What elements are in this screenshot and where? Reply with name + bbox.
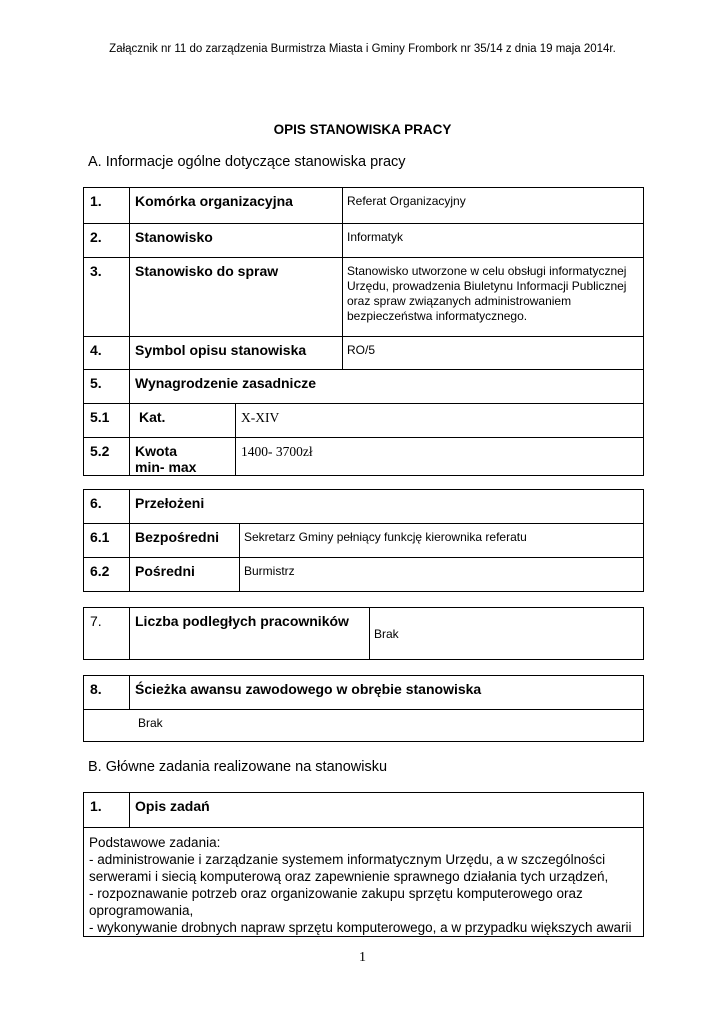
row-number: 5.2: [84, 438, 130, 476]
row-number: 6.: [84, 490, 130, 524]
row-label: Przełożeni: [130, 490, 644, 524]
row-number: 1.: [84, 793, 130, 828]
row-value: Sekretarz Gminy pełniący funkcję kierownika referatu: [240, 524, 644, 558]
row-value: Brak: [84, 710, 644, 742]
table-row: [84, 524, 644, 558]
table-row: [84, 370, 644, 404]
table-row: [84, 710, 644, 742]
row-label: Bezpośredni: [130, 524, 240, 558]
row-label: Kat.: [130, 404, 236, 438]
table-row: [84, 828, 644, 937]
tasks-table: [83, 792, 644, 937]
table-row: [84, 490, 644, 524]
subordinates-table: [83, 607, 644, 660]
table-row: [84, 404, 644, 438]
table-row: [84, 258, 644, 337]
row-label: Kwota min- max: [130, 438, 236, 476]
row-number: 5.: [84, 370, 130, 404]
table-row: [84, 558, 644, 592]
row-label: Pośredni: [130, 558, 240, 592]
document-header: Załącznik nr 11 do zarządzenia Burmistrza Miasta i Gminy Frombork nr 35/14 z dnia 19 maja 2014r.: [109, 43, 616, 55]
section-b-heading: B. Główne zadania realizowane na stanowisku: [88, 759, 388, 775]
table-row: [84, 188, 644, 224]
tasks-line: - rozpoznawanie potrzeb oraz organizowanie zakupu sprzętu komputerowego oraz oprogramowania,: [89, 886, 583, 918]
table-row: [84, 337, 644, 370]
career-path-table: [83, 675, 644, 742]
tasks-line: Podstawowe zadania:: [89, 835, 221, 850]
supervisors-table: [83, 489, 644, 592]
row-number: 1.: [84, 188, 130, 224]
table-row: [84, 608, 644, 660]
tasks-line: - administrowanie i zarządzanie systemem informatycznym Urzędu, a w szczególności serwerami i siecią komputerową oraz zapewnienie sprawnego działania tych urządzeń,: [89, 852, 609, 884]
row-number: 5.1: [84, 404, 130, 438]
row-value: Brak: [370, 608, 644, 660]
row-number: 6.2: [84, 558, 130, 592]
row-label: Symbol opisu stanowiska: [130, 337, 343, 370]
table-row: [84, 438, 644, 476]
row-number: 3.: [84, 258, 130, 337]
tasks-line: - wykonywanie drobnych napraw sprzętu komputerowego, a w przypadku większych awarii: [89, 920, 632, 935]
row-label: Wynagrodzenie zasadnicze: [130, 370, 644, 404]
row-number: 8.: [84, 676, 130, 710]
row-number: 7.: [84, 608, 130, 660]
table-row: [84, 224, 644, 258]
row-label: Liczba podległych pracowników: [130, 608, 370, 660]
row-value: 1400- 3700zł: [236, 438, 644, 476]
tasks-description: [84, 828, 644, 937]
row-value: Burmistrz: [240, 558, 644, 592]
row-number: 6.1: [84, 524, 130, 558]
row-label: Opis zadań: [130, 793, 644, 828]
section-a-heading: A. Informacje ogólne dotyczące stanowiska pracy: [88, 154, 406, 170]
row-label: Ścieżka awansu zawodowego w obrębie stanowiska: [130, 676, 644, 710]
row-value: X-XIV: [236, 404, 644, 438]
row-value: Referat Organizacyjny: [343, 188, 644, 224]
row-label: Komórka organizacyjna: [130, 188, 343, 224]
table-row: [84, 676, 644, 710]
table-row: [84, 793, 644, 828]
row-number: 4.: [84, 337, 130, 370]
page-title: OPIS STANOWISKA PRACY: [273, 122, 452, 137]
row-value: Informatyk: [343, 224, 644, 258]
row-label: Stanowisko do spraw: [130, 258, 343, 337]
row-value: Stanowisko utworzone w celu obsługi informatycznej Urzędu, prowadzenia Biuletynu Informacji Publicznej oraz spraw związanych administrowaniem bezpieczeństwa informatycznego.: [343, 258, 644, 337]
row-label: Stanowisko: [130, 224, 343, 258]
row-value: RO/5: [343, 337, 644, 370]
row-number: 2.: [84, 224, 130, 258]
general-info-table: [83, 187, 644, 476]
page-number: 1: [359, 950, 366, 965]
